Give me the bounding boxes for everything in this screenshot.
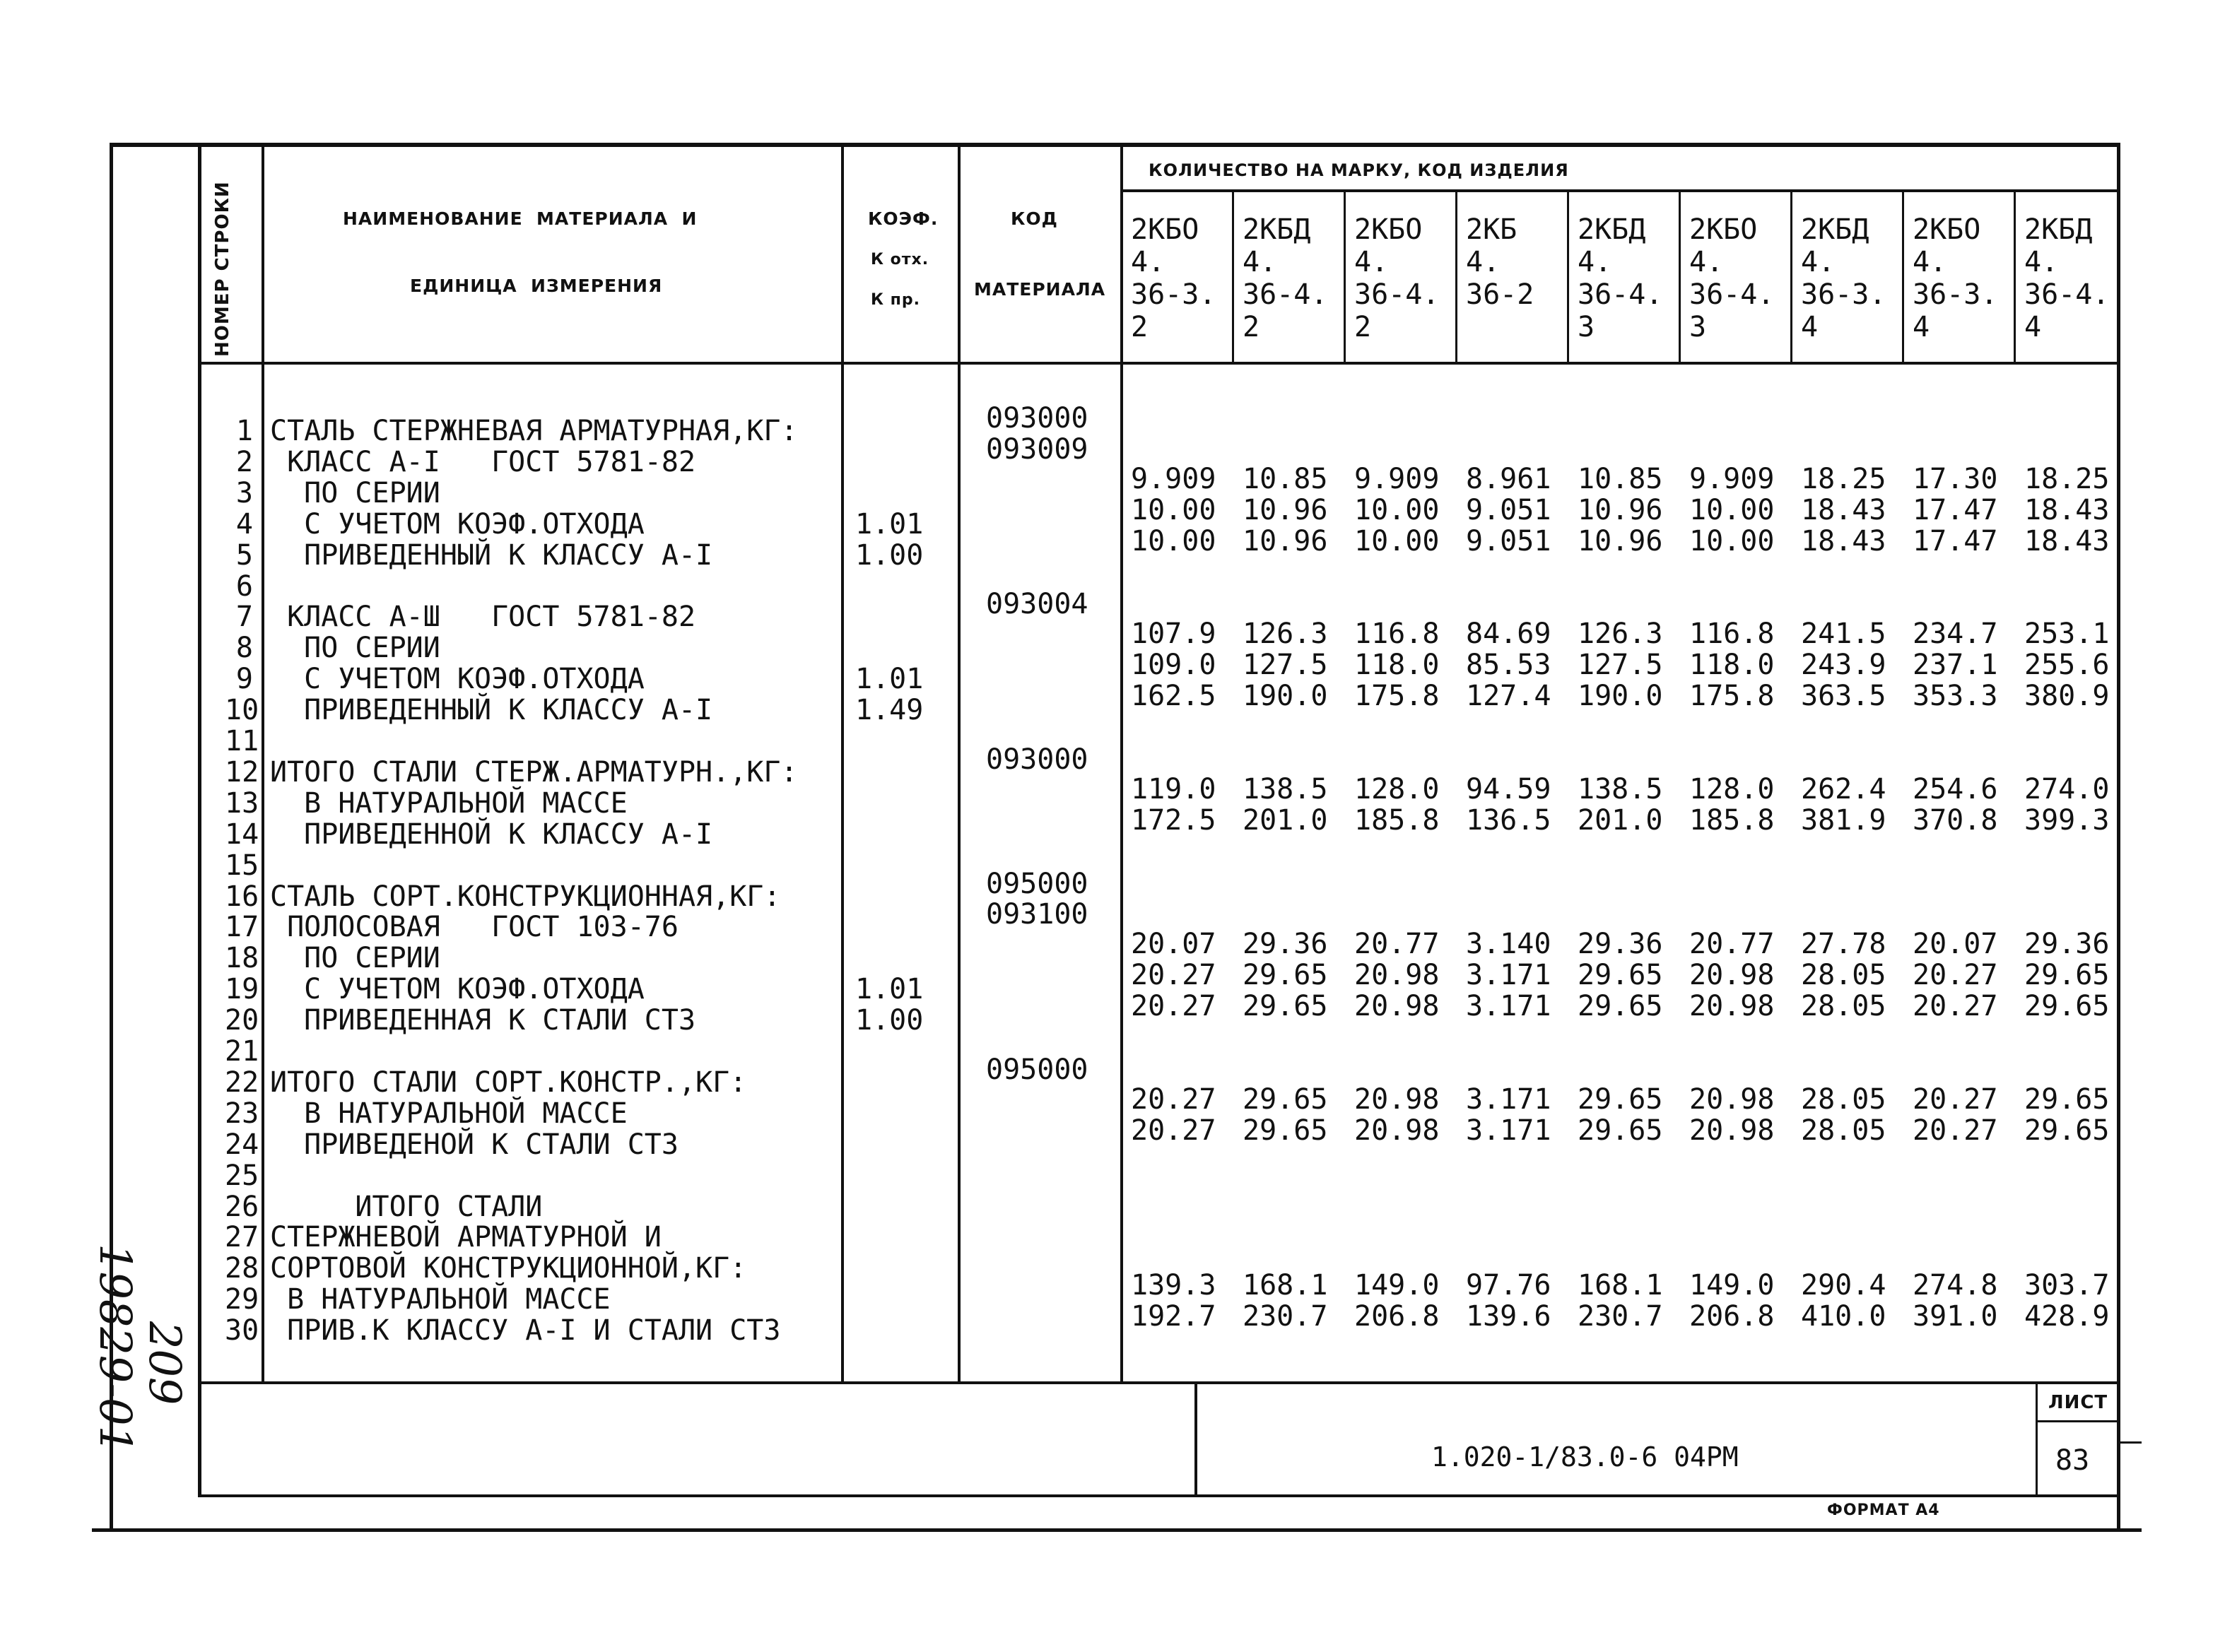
row-value-cell: 138.5 (1578, 772, 1663, 806)
row-value-cell: 162.5 (1131, 680, 1216, 713)
mark-header-7-line1: 2КБД (1801, 213, 1869, 246)
row-value-cell: 27.78 (1801, 928, 1886, 961)
mark-header-4-line2: 4. (1466, 246, 1501, 278)
row-value-cell: 9.909 (1689, 462, 1775, 495)
frame-top-line (110, 143, 2120, 147)
row-value-cell: 20.27 (1131, 1082, 1216, 1116)
row-value-cell: 185.8 (1354, 803, 1440, 837)
row-value-cell: 201.0 (1578, 803, 1663, 837)
row-value-cell: 29.65 (1243, 1114, 1328, 1147)
row-value-cell: 10.96 (1578, 524, 1663, 557)
row-value-cell: 29.36 (1578, 928, 1663, 961)
mark-header-9-line2: 4. (2024, 246, 2059, 278)
row-value-cell: 381.9 (1801, 803, 1886, 837)
mark-header-8-line3: 36-3. (1913, 278, 1998, 311)
row-value-cell: 17.47 (1913, 493, 1998, 526)
mark-header-3-line3: 36-4. (1354, 278, 1440, 311)
row-value-cell: 97.76 (1466, 1269, 1551, 1302)
row-value-cell: 18.43 (2024, 493, 2110, 526)
row-material-name: ПО СЕРИИ (270, 476, 440, 509)
row-coef: 1.01 (855, 973, 924, 1006)
row-value-cell: 18.43 (1801, 493, 1886, 526)
row-value-cell: 190.0 (1578, 680, 1663, 713)
row-value-cell: 20.27 (1131, 1114, 1216, 1147)
row-number: 8 (235, 632, 253, 665)
row-material-code: 093000 (986, 743, 1088, 776)
quantity-group-header: КОЛИЧЕСТВО НА МАРКУ, КОД ИЗДЕЛИЯ (1149, 160, 1569, 180)
row-value-cell: 185.8 (1689, 803, 1775, 837)
row-value-cell: 3.171 (1466, 1114, 1551, 1147)
mark-sep (1902, 189, 1904, 363)
row-value-cell: 28.05 (1801, 1114, 1886, 1147)
row-value-cell: 20.27 (1913, 1082, 1998, 1116)
table-header-bottom-line (198, 362, 2117, 365)
row-value-cell: 136.5 (1466, 803, 1551, 837)
row-material-name: ПРИВЕДЕННАЯ К СТАЛИ СТ3 (270, 1004, 696, 1037)
row-value-cell: 10.96 (1243, 493, 1328, 526)
row-value-cell: 139.6 (1466, 1300, 1551, 1333)
mark-header-6-line4: 3 (1689, 311, 1707, 343)
title-block-bottom (198, 1494, 2117, 1497)
row-value-cell: 10.00 (1354, 493, 1440, 526)
row-value-cell: 85.53 (1466, 649, 1551, 682)
row-value-cell: 127.4 (1466, 680, 1551, 713)
row-number: 20 (225, 1004, 259, 1037)
row-value-cell: 29.65 (1243, 990, 1328, 1023)
row-number: 29 (225, 1283, 259, 1316)
mark-header-7-line3: 36-3. (1801, 278, 1886, 311)
row-material-code: 093000 (986, 402, 1088, 435)
coef-header-line3: К пр. (871, 291, 920, 309)
row-number: 6 (235, 570, 253, 603)
row-value-cell: 29.65 (1578, 959, 1663, 992)
row-number: 5 (235, 538, 253, 572)
row-value-cell: 230.7 (1578, 1300, 1663, 1333)
row-value-cell: 29.65 (2024, 959, 2110, 992)
row-number: 16 (225, 880, 259, 913)
mark-header-3-line2: 4. (1354, 246, 1389, 278)
row-material-name: ПРИВ.К КЛАССУ А-I И СТАЛИ СТ3 (270, 1314, 781, 1347)
frame-bottom-line (92, 1528, 2142, 1532)
mark-header-1-line3: 36-3. (1131, 278, 1216, 311)
mark-header-5-line4: 3 (1578, 311, 1595, 343)
row-value-cell: 29.65 (1243, 1082, 1328, 1116)
row-value-cell: 127.5 (1578, 649, 1663, 682)
row-value-cell: 17.30 (1913, 462, 1998, 495)
mark-header-7-line2: 4. (1801, 246, 1836, 278)
row-material-name: ПРИВЕДЕННЫЙ К КЛАССУ А-I (270, 694, 713, 727)
sheet-label: ЛИСТ (2048, 1392, 2108, 1413)
row-value-cell: 29.65 (1243, 959, 1328, 992)
row-number: 9 (235, 663, 253, 696)
row-value-cell: 18.43 (2024, 524, 2110, 557)
row-value-cell: 138.5 (1243, 772, 1328, 806)
row-value-cell: 391.0 (1913, 1300, 1998, 1333)
mark-header-3-line4: 2 (1354, 311, 1372, 343)
mark-sep (1232, 189, 1234, 363)
row-number: 2 (235, 445, 253, 478)
row-material-code: 095000 (986, 1053, 1088, 1086)
row-material-name: КЛАСС А-I ГОСТ 5781-82 (270, 445, 696, 478)
row-value-cell: 274.0 (2024, 772, 2110, 806)
row-value-cell: 172.5 (1131, 803, 1216, 837)
mark-header-1-line2: 4. (1131, 246, 1166, 278)
row-material-code: 093009 (986, 432, 1088, 466)
material-name-header-line1: НАИМЕНОВАНИЕ МАТЕРИАЛА И (343, 208, 698, 229)
col-sep-coef (958, 147, 961, 1382)
mark-header-1-line1: 2КБО (1131, 213, 1199, 246)
row-material-code: 093100 (986, 898, 1088, 931)
row-value-cell: 410.0 (1801, 1300, 1886, 1333)
row-value-cell: 237.1 (1913, 649, 1998, 682)
row-value-cell: 428.9 (2024, 1300, 2110, 1333)
row-value-cell: 84.69 (1466, 618, 1551, 651)
row-value-cell: 126.3 (1243, 618, 1328, 651)
mark-header-9-line1: 2КБД (2024, 213, 2093, 246)
row-value-cell: 10.00 (1131, 524, 1216, 557)
row-number: 19 (225, 973, 259, 1006)
code-header-line2: МАТЕРИАЛА (974, 279, 1106, 300)
row-value-cell: 10.96 (1243, 524, 1328, 557)
row-number-header: НОМЕР СТРОКИ (212, 181, 233, 357)
row-value-cell: 10.85 (1243, 462, 1328, 495)
row-value-cell: 20.98 (1354, 990, 1440, 1023)
mark-header-8-line2: 4. (1913, 246, 1947, 278)
row-number: 23 (225, 1097, 259, 1130)
qty-group-header-line (1120, 189, 2117, 192)
row-number: 27 (225, 1221, 259, 1254)
row-value-cell: 399.3 (2024, 803, 2110, 837)
row-value-cell: 116.8 (1689, 618, 1775, 651)
row-material-name: СТАЛЬ СТЕРЖНЕВАЯ АРМАТУРНАЯ,КГ: (270, 415, 798, 447)
row-value-cell: 8.961 (1466, 462, 1551, 495)
row-value-cell: 20.27 (1131, 990, 1216, 1023)
mark-sep (1455, 189, 1457, 363)
material-name-header-line2: ЕДИНИЦА ИЗМЕРЕНИЯ (410, 276, 663, 296)
row-value-cell: 139.3 (1131, 1269, 1216, 1302)
row-value-cell: 206.8 (1354, 1300, 1440, 1333)
row-value-cell: 243.9 (1801, 649, 1886, 682)
row-number: 3 (235, 476, 253, 509)
mark-header-8-line4: 4 (1913, 311, 1930, 343)
mark-header-5-line3: 36-4. (1578, 278, 1663, 311)
row-value-cell: 10.96 (1578, 493, 1663, 526)
row-value-cell: 20.77 (1354, 928, 1440, 961)
row-material-name: ПРИВЕДЕННЫЙ К КЛАССУ А-I (270, 538, 713, 572)
row-value-cell: 20.27 (1913, 959, 1998, 992)
row-number: 28 (225, 1252, 259, 1285)
row-value-cell: 20.77 (1689, 928, 1775, 961)
row-material-name: С УЧЕТОМ КОЭФ.ОТХОДА (270, 973, 645, 1006)
row-value-cell: 201.0 (1243, 803, 1328, 837)
mark-header-5-line2: 4. (1578, 246, 1612, 278)
row-material-name: В НАТУРАЛЬНОЙ МАССЕ (270, 1283, 611, 1316)
row-value-cell: 20.98 (1354, 1114, 1440, 1147)
row-material-name: СТАЛЬ СОРТ.КОНСТРУКЦИОННАЯ,КГ: (270, 880, 781, 913)
row-number: 22 (225, 1066, 259, 1099)
row-value-cell: 241.5 (1801, 618, 1886, 651)
row-value-cell: 175.8 (1689, 680, 1775, 713)
mark-header-6-line1: 2КБО (1689, 213, 1758, 246)
mark-header-9-line3: 36-4. (2024, 278, 2110, 311)
row-value-cell: 370.8 (1913, 803, 1998, 837)
row-coef: 1.00 (855, 538, 924, 572)
row-value-cell: 230.7 (1243, 1300, 1328, 1333)
row-value-cell: 149.0 (1689, 1269, 1775, 1302)
mark-header-4-line1: 2КБ (1466, 213, 1517, 246)
code-header-line1: КОД (1011, 208, 1058, 229)
row-value-cell: 29.65 (2024, 1114, 2110, 1147)
row-value-cell: 119.0 (1131, 772, 1216, 806)
row-value-cell: 29.65 (2024, 1082, 2110, 1116)
row-coef: 1.01 (855, 663, 924, 696)
document-code: 1.020-1/83.0-6 04РМ (1431, 1441, 1739, 1473)
row-value-cell: 3.140 (1466, 928, 1551, 961)
row-value-cell: 20.27 (1913, 1114, 1998, 1147)
mark-header-4-line3: 36-2 (1466, 278, 1534, 311)
sheet-number: 83 (2055, 1444, 2090, 1477)
row-value-cell: 18.25 (1801, 462, 1886, 495)
row-material-name: ИТОГО СТАЛИ СТЕРЖ.АРМАТУРН.,КГ: (270, 755, 798, 789)
row-number: 14 (225, 818, 259, 851)
row-value-cell: 118.0 (1354, 649, 1440, 682)
mark-header-1-line4: 2 (1131, 311, 1149, 343)
row-value-cell: 29.65 (2024, 990, 2110, 1023)
row-value-cell: 262.4 (1801, 772, 1886, 806)
mark-header-2-line2: 4. (1243, 246, 1277, 278)
row-value-cell: 109.0 (1131, 649, 1216, 682)
row-value-cell: 190.0 (1243, 680, 1328, 713)
row-value-cell: 20.27 (1913, 990, 1998, 1023)
row-number: 26 (225, 1190, 259, 1223)
row-value-cell: 29.65 (1578, 1114, 1663, 1147)
row-value-cell: 10.00 (1689, 493, 1775, 526)
row-value-cell: 192.7 (1131, 1300, 1216, 1333)
sheet-cell-mid (2036, 1420, 2117, 1422)
row-material-code: 095000 (986, 867, 1088, 900)
coef-header-line2: К отх. (871, 251, 929, 269)
table-bottom-line (198, 1381, 2117, 1384)
row-material-name: В НАТУРАЛЬНОЙ МАССЕ (270, 786, 628, 820)
row-coef: 1.01 (855, 507, 924, 541)
row-value-cell: 20.98 (1689, 990, 1775, 1023)
row-material-name: ИТОГО СТАЛИ (270, 1190, 543, 1223)
row-number: 17 (225, 911, 259, 944)
mark-header-8-line1: 2КБО (1913, 213, 1981, 246)
row-value-cell: 20.98 (1689, 1082, 1775, 1116)
mark-sep (1344, 189, 1346, 363)
row-material-name: ПО СЕРИИ (270, 942, 440, 975)
mark-header-2-line4: 2 (1243, 311, 1260, 343)
row-value-cell: 128.0 (1689, 772, 1775, 806)
row-material-name: ПОЛОСОВАЯ ГОСТ 103-76 (270, 911, 679, 944)
row-value-cell: 274.8 (1913, 1269, 1998, 1302)
row-value-cell: 3.171 (1466, 990, 1551, 1023)
col-sep-code (1120, 147, 1123, 1382)
mark-header-2-line1: 2КБД (1243, 213, 1311, 246)
row-value-cell: 253.1 (2024, 618, 2110, 651)
row-value-cell: 206.8 (1689, 1300, 1775, 1333)
row-value-cell: 29.36 (2024, 928, 2110, 961)
row-value-cell: 20.07 (1131, 928, 1216, 961)
row-value-cell: 168.1 (1578, 1269, 1663, 1302)
row-coef: 1.00 (855, 1004, 924, 1037)
row-material-name: ПО СЕРИИ (270, 632, 440, 665)
row-number: 13 (225, 786, 259, 820)
row-value-cell: 168.1 (1243, 1269, 1328, 1302)
row-value-cell: 9.909 (1354, 462, 1440, 495)
row-value-cell: 363.5 (1801, 680, 1886, 713)
mark-header-7-line4: 4 (1801, 311, 1819, 343)
row-value-cell: 116.8 (1354, 618, 1440, 651)
col-sep-name (841, 147, 844, 1382)
row-value-cell: 18.25 (2024, 462, 2110, 495)
row-value-cell: 175.8 (1354, 680, 1440, 713)
row-value-cell: 20.27 (1131, 959, 1216, 992)
row-value-cell: 20.98 (1689, 1114, 1775, 1147)
row-value-cell: 9.051 (1466, 524, 1551, 557)
mark-header-6-line2: 4. (1689, 246, 1724, 278)
row-value-cell: 353.3 (1913, 680, 1998, 713)
row-value-cell: 10.00 (1689, 524, 1775, 557)
row-value-cell: 28.05 (1801, 1082, 1886, 1116)
row-value-cell: 3.171 (1466, 959, 1551, 992)
row-value-cell: 10.85 (1578, 462, 1663, 495)
mark-header-5-line1: 2КБД (1578, 213, 1646, 246)
row-value-cell: 94.59 (1466, 772, 1551, 806)
row-value-cell: 29.36 (1243, 928, 1328, 961)
row-value-cell: 303.7 (2024, 1269, 2110, 1302)
row-value-cell: 18.43 (1801, 524, 1886, 557)
row-value-cell: 254.6 (1913, 772, 1998, 806)
row-material-name: ПРИВЕДЕННОЙ К КЛАССУ А-I (270, 818, 713, 851)
row-value-cell: 380.9 (2024, 680, 2110, 713)
row-value-cell: 107.9 (1131, 618, 1216, 651)
row-value-cell: 290.4 (1801, 1269, 1886, 1302)
row-material-name: С УЧЕТОМ КОЭФ.ОТХОДА (270, 507, 645, 541)
mark-sep (2014, 189, 2016, 363)
mark-header-3-line1: 2КБО (1354, 213, 1423, 246)
row-number: 10 (225, 694, 259, 727)
row-value-cell: 20.07 (1913, 928, 1998, 961)
frame-right-line (2117, 143, 2120, 1531)
page-stamp: 209 (139, 1321, 191, 1405)
row-value-cell: 28.05 (1801, 990, 1886, 1023)
row-value-cell: 20.98 (1354, 959, 1440, 992)
row-value-cell: 118.0 (1689, 649, 1775, 682)
row-value-cell: 20.98 (1689, 959, 1775, 992)
archive-number: 19829-01 (90, 1244, 141, 1454)
row-material-name: В НАТУРАЛЬНОЙ МАССЕ (270, 1097, 628, 1130)
row-coef: 1.49 (855, 694, 924, 727)
row-value-cell: 28.05 (1801, 959, 1886, 992)
row-value-cell: 9.051 (1466, 493, 1551, 526)
format-label: ФОРМАТ А4 (1827, 1501, 1940, 1519)
row-number: 7 (235, 601, 253, 634)
row-number: 21 (225, 1035, 259, 1068)
row-value-cell: 17.47 (1913, 524, 1998, 557)
mark-header-9-line4: 4 (2024, 311, 2042, 343)
row-number: 18 (225, 942, 259, 975)
row-value-cell: 255.6 (2024, 649, 2110, 682)
mark-header-2-line3: 36-4. (1243, 278, 1328, 311)
table-left-line (198, 147, 201, 1497)
col-sep-rownum (262, 147, 264, 1382)
row-value-cell: 3.171 (1466, 1082, 1551, 1116)
row-value-cell: 149.0 (1354, 1269, 1440, 1302)
sheet-cell-left (2036, 1381, 2038, 1494)
row-material-name: ПРИВЕДЕНОЙ К СТАЛИ СТ3 (270, 1128, 679, 1161)
row-value-cell: 29.65 (1578, 990, 1663, 1023)
row-value-cell: 126.3 (1578, 618, 1663, 651)
row-material-code: 093004 (986, 588, 1088, 621)
row-material-name: СОРТОВОЙ КОНСТРУКЦИОННОЙ,КГ: (270, 1252, 747, 1285)
tick-right (2117, 1441, 2142, 1444)
row-number: 1 (235, 415, 253, 447)
row-number: 4 (235, 507, 253, 541)
row-value-cell: 127.5 (1243, 649, 1328, 682)
title-block-divider (1194, 1381, 1197, 1494)
row-value-cell: 128.0 (1354, 772, 1440, 806)
mark-sep (1790, 189, 1792, 363)
coef-header-line1: КОЭФ. (868, 208, 939, 229)
row-number: 12 (225, 755, 259, 789)
row-material-name: С УЧЕТОМ КОЭФ.ОТХОДА (270, 663, 645, 696)
row-number: 11 (225, 725, 259, 757)
row-value-cell: 10.00 (1131, 493, 1216, 526)
row-number: 24 (225, 1128, 259, 1161)
mark-sep (1679, 189, 1681, 363)
row-material-name: ИТОГО СТАЛИ СОРТ.КОНСТР.,КГ: (270, 1066, 747, 1099)
row-material-name: КЛАСС А-Ш ГОСТ 5781-82 (270, 601, 696, 634)
row-value-cell: 29.65 (1578, 1082, 1663, 1116)
row-number: 30 (225, 1314, 259, 1347)
row-value-cell: 9.909 (1131, 462, 1216, 495)
row-material-name: СТЕРЖНЕВОЙ АРМАТУРНОЙ И (270, 1221, 662, 1254)
row-value-cell: 234.7 (1913, 618, 1998, 651)
row-value-cell: 20.98 (1354, 1082, 1440, 1116)
row-number: 25 (225, 1159, 259, 1192)
row-number: 15 (225, 849, 259, 882)
mark-header-6-line3: 36-4. (1689, 278, 1775, 311)
mark-sep (1567, 189, 1569, 363)
row-value-cell: 10.00 (1354, 524, 1440, 557)
